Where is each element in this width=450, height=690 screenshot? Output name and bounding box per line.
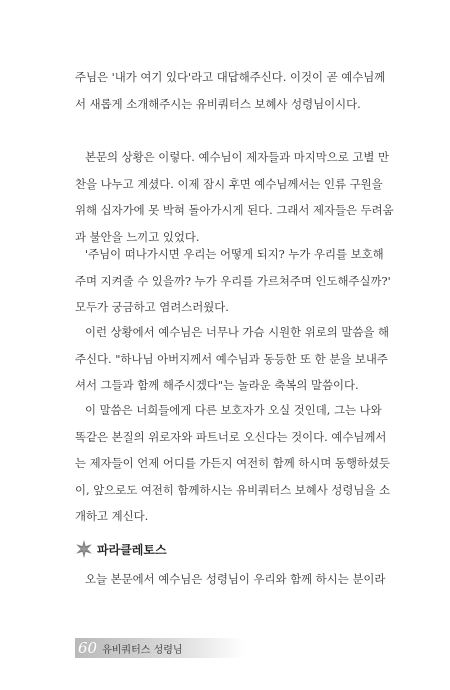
running-title: 유비쿼터스 성령님 — [102, 644, 183, 656]
paragraph-1 — [75, 64, 386, 117]
text-line: 본문의 상황은 이렇다. 예수님이 제자들과 마지막으로 고별 만 — [85, 150, 390, 164]
paragraph-3 — [75, 241, 391, 321]
text-line: 이런 상황에서 예수님은 너무나 가슴 시원한 위로의 말씀을 해 — [85, 325, 390, 339]
page-number: 60 — [78, 639, 98, 657]
text-line: 이 말씀은 너희들에게 다른 보호자가 오실 것인데, 그는 나와 — [85, 403, 382, 417]
paragraph-4 — [75, 319, 390, 399]
text-line: 셔서 그들과 함께 해주시겠다"는 놀라운 축복의 말씀이다. — [75, 378, 359, 392]
text-line: '주님이 떠나가시면 우리는 어떻게 되지? 누가 우리를 보호해 — [85, 247, 384, 261]
text-line: 이, 앞으로도 여전히 함께하시는 유비쿼터스 보혜사 성령님을 소 — [75, 482, 391, 497]
text-line: 찬을 나누고 계셨다. 이제 잠시 후면 예수님께서는 인류 구원을 — [75, 176, 383, 191]
text-line: 개하고 계신다. — [75, 509, 149, 523]
text-line: 주님은 '내가 여기 있다'라고 대답해주신다. 이것이 곧 예수님께 — [75, 70, 386, 84]
text-line: 주며 지켜줄 수 있을까? 누가 우리를 가르쳐주며 인도해주실까?' — [75, 273, 391, 288]
text-line: 과 불안을 느끼고 있었다. — [75, 229, 200, 244]
text-line: 똑같은 본질의 위로자와 파트너로 오신다는 것이다. 예수님께서 — [75, 429, 387, 444]
paragraph-6 — [75, 566, 386, 593]
text-line: 주신다. "하나님 아버지께서 예수님과 동등한 또 한 분을 보내주 — [75, 351, 388, 366]
text-line: 모두가 궁금하고 염려스러웠다. — [75, 300, 229, 314]
text-line: 는 제자들이 언제 어디를 가든지 여전히 함께 하시며 동행하셨듯 — [75, 456, 391, 470]
section-title: 파라클레토스 — [97, 542, 167, 557]
text-line: 위해 십자가에 못 박혀 돌아가시게 된다. 그래서 제자들은 두려움 — [75, 203, 394, 217]
section-heading — [75, 540, 167, 558]
paragraph-2 — [75, 144, 394, 250]
page-footer — [75, 638, 245, 658]
paragraph-5 — [75, 397, 391, 530]
text-line: 오늘 본문에서 예수님은 성령님이 우리와 함께 하시는 분이라 — [85, 572, 386, 586]
text-line: 서 새롭게 소개해주시는 유비쿼터스 보혜사 성령님이시다. — [75, 96, 361, 111]
star-icon — [75, 540, 93, 558]
